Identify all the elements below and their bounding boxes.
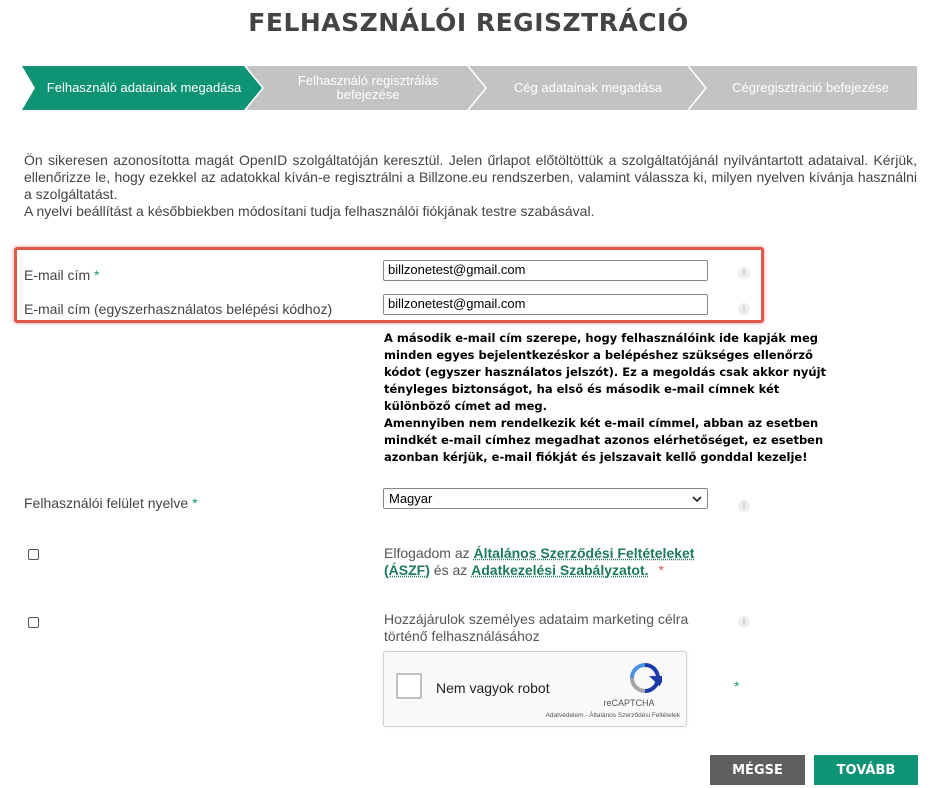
step-4-label: Cégregisztráció befejezése xyxy=(732,80,889,95)
email-label-row xyxy=(24,267,99,283)
required-mark: * xyxy=(94,267,100,283)
intro-paragraph-2: A nyelvi beállítást a későbbiekben módosítani tudja felhasználói fiókjának testre szabásával. xyxy=(24,203,595,219)
recaptcha-logo-icon xyxy=(628,662,662,694)
language-label-row xyxy=(24,495,198,511)
email-note-paragraph-2: Amennyiben nem rendelkezik két e-mail címmel, abban az esetben mindkét e-mail címhez megadhat azonos elérhetőséget, ez esetben azonban kérjük, e-mail fiókját és jelszavait kellő gonddal kezelje! xyxy=(384,416,824,464)
marketing-label: Hozzájárulok személyes adataim marketing célra történő felhasználásához xyxy=(384,611,689,644)
page-title: FELHASZNÁLÓI REGISZTRÁCIÓ xyxy=(248,8,689,37)
email2-info-icon[interactable]: i xyxy=(738,303,750,315)
recaptcha-footer[interactable]: Adatvédelem - Általános Szerződési Feltételek xyxy=(545,712,680,719)
intro-text xyxy=(24,152,917,220)
recaptcha-brand: reCAPTCHA xyxy=(603,698,655,708)
recaptcha-label: Nem vagyok robot xyxy=(436,680,550,696)
email-info-icon[interactable]: i xyxy=(738,267,750,279)
required-mark: * xyxy=(192,495,198,511)
privacy-link[interactable]: Adatkezelési Szabályzatot. xyxy=(471,562,649,578)
email-note xyxy=(384,330,834,466)
language-info-icon[interactable]: i xyxy=(738,500,750,512)
email-label: E-mail cím xyxy=(24,267,91,283)
step-2-label: Felhasználó regisztrálás befejezése xyxy=(297,73,439,102)
cancel-button[interactable]: MÉGSE xyxy=(710,755,805,785)
progress-steps xyxy=(22,66,917,110)
next-button[interactable]: TOVÁBB xyxy=(814,755,918,785)
step-1-label: Felhasználó adatainak megadása xyxy=(46,80,242,95)
chevron-down-icon xyxy=(692,496,702,502)
terms-link[interactable]: Általános Szerződési Feltételeket (ÁSZF) xyxy=(384,545,695,578)
email-note-paragraph-1: A második e-mail cím szerepe, hogy felhasználóink ide kapják meg minden egyes bejelentkezéskor a belépéshez szükséges ellenőrző kódot (egyszer használatos jelszót). Ez a megoldás csak akkor nyújt tényleges biztonságot, ha első és második e-mail címnek két különböző címet ad meg. xyxy=(384,331,827,413)
recaptcha-checkbox[interactable] xyxy=(396,673,422,699)
step-3-label: Cég adatainak megadása xyxy=(513,80,663,95)
email2-input[interactable]: billzonetest@gmail.com xyxy=(383,294,708,315)
email2-label: E-mail cím (egyszerhasználatos belépési kódhoz) xyxy=(24,301,333,317)
marketing-checkbox[interactable] xyxy=(28,617,39,628)
recaptcha-widget xyxy=(383,651,687,727)
email-input[interactable]: billzonetest@gmail.com xyxy=(383,260,708,281)
language-select-value: Magyar xyxy=(389,491,433,506)
terms-checkbox[interactable] xyxy=(28,549,39,560)
terms-prefix: Elfogadom az xyxy=(384,545,474,561)
language-label: Felhasználói felület nyelve xyxy=(24,495,189,511)
marketing-info-icon[interactable]: i xyxy=(738,616,750,628)
language-select[interactable] xyxy=(383,488,708,509)
captcha-required-mark: * xyxy=(734,678,740,694)
intro-paragraph-1: Ön sikeresen azonosította magát OpenID szolgáltatóján keresztül. Jelen űrlapot előtöltöttük a szolgáltatójánál nyilvántartott adataival. Kérjük, ellenőrizze le, hogy ezekkel az adatokkal kíván-e regisztrálni a Billzone.eu rendszerben, valamint válassza ki, milyen nyelven kívánja használni a szolgáltatást. xyxy=(24,152,917,202)
terms-text xyxy=(384,545,729,579)
terms-mid: és az xyxy=(429,562,472,578)
terms-required-mark: * xyxy=(658,562,664,578)
